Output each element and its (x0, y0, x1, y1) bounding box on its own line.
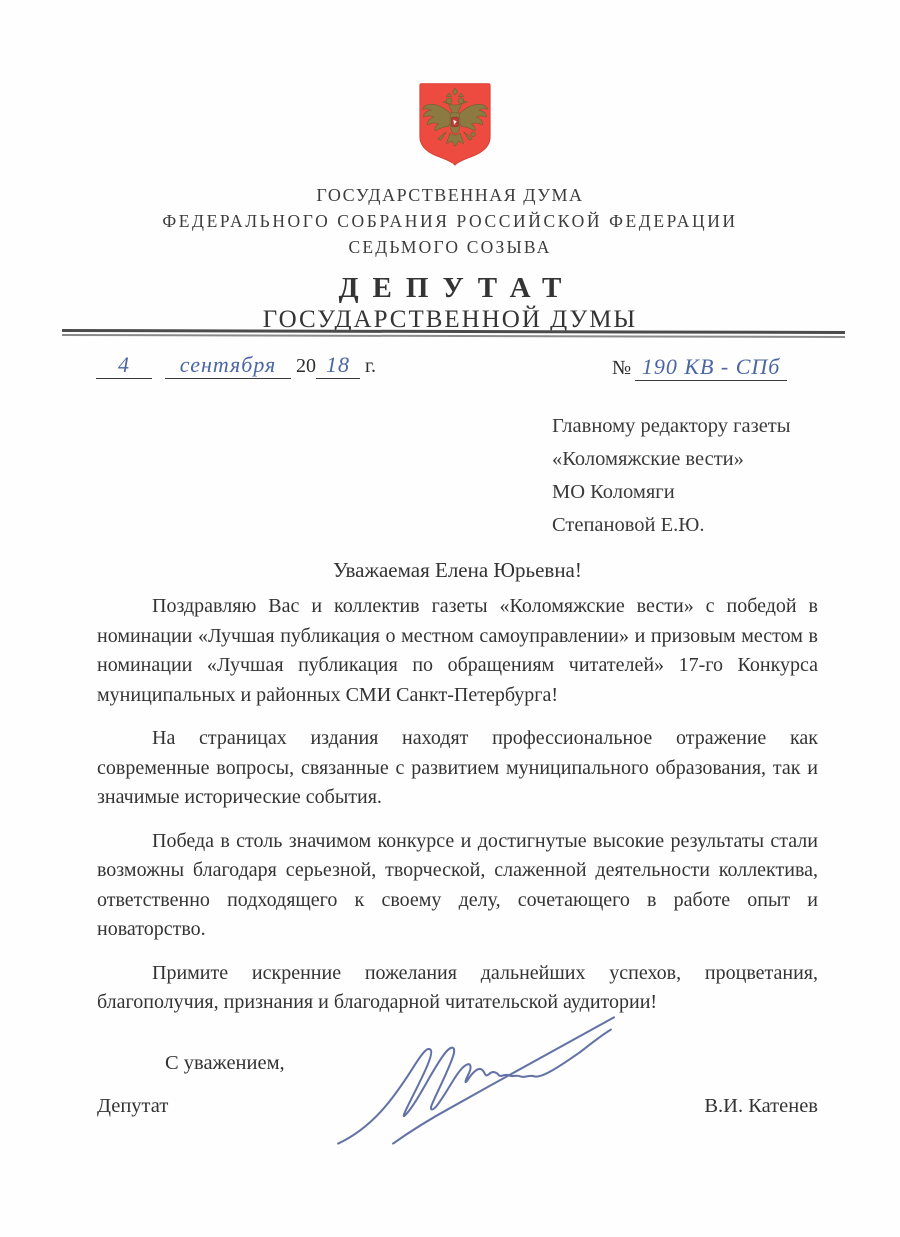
number-value-handwritten: 190 КВ - СПб (635, 354, 787, 381)
letterhead-divider-rule (62, 329, 845, 338)
recipient-block (552, 410, 791, 542)
recipient-line: Главному редактору газеты (552, 415, 791, 437)
letter-title-deputy: ДЕПУТАТ (338, 272, 576, 304)
body-paragraph: Поздравляю Вас и коллектив газеты «Коломяжские вести» с победой в номинации «Лучшая публикация о местном самоуправлении» и призовым местом в номинации «Лучшая публикация по обращениям читателей» 17-го Конкурса муниципальных и районных СМИ Санкт-Петербурга! (97, 595, 818, 706)
letter-title-duma: ГОСУДАРСТВЕННОЙ ДУМЫ (262, 306, 638, 333)
org-name-line3: СЕДЬМОГО СОЗЫВА (348, 237, 552, 257)
letterhead (0, 0, 900, 334)
body-paragraph: Примите искренние пожелания дальнейших успехов, процветания, благополучия, признания и благодарной читательской аудитории! (97, 961, 818, 1013)
closing-regards: С уважением, (165, 1052, 285, 1074)
coat-of-arms-emblem (412, 82, 498, 171)
number-field (612, 354, 787, 381)
letter-body (97, 592, 818, 1032)
org-name-line2: ФЕДЕРАЛЬНОГО СОБРАНИЯ РОССИЙСКОЙ ФЕДЕРАЦИИ (162, 211, 738, 231)
date-day-handwritten: 4 (96, 352, 152, 379)
date-century-printed: 20 (296, 355, 316, 377)
recipient-line: «Коломяжские вести» (552, 448, 744, 470)
recipient-line: Степановой Е.Ю. (552, 514, 705, 536)
date-month-handwritten: сентября (165, 352, 291, 379)
date-number-line (0, 352, 900, 392)
date-year-handwritten: 18 (316, 352, 360, 379)
signer-name: В.И. Катенев (704, 1095, 818, 1117)
signer-position: Депутат (97, 1095, 169, 1117)
salutation: Уважаемая Елена Юрьевна! (333, 558, 582, 582)
org-name-line1: ГОСУДАРСТВЕННАЯ ДУМА (316, 185, 584, 205)
date-year-suffix: г. (365, 355, 376, 377)
date-field (96, 352, 376, 379)
recipient-line: МО Коломяги (552, 481, 675, 503)
body-paragraph: На страницах издания находят профессиональное отражение как современные вопросы, связанные с развитием муниципального образования, так и значимые исторические события. (97, 727, 818, 808)
signature-handwriting (332, 1012, 617, 1152)
number-sign: № (612, 357, 632, 379)
body-paragraph: Победа в столь значимом конкурсе и достигнутые высокие результаты стали возможны благодаря серьезной, творческой, слаженной деятельности коллектива, ответственно подходящего к своему делу, сочетающего в работе опыт и новаторство. (97, 829, 818, 940)
